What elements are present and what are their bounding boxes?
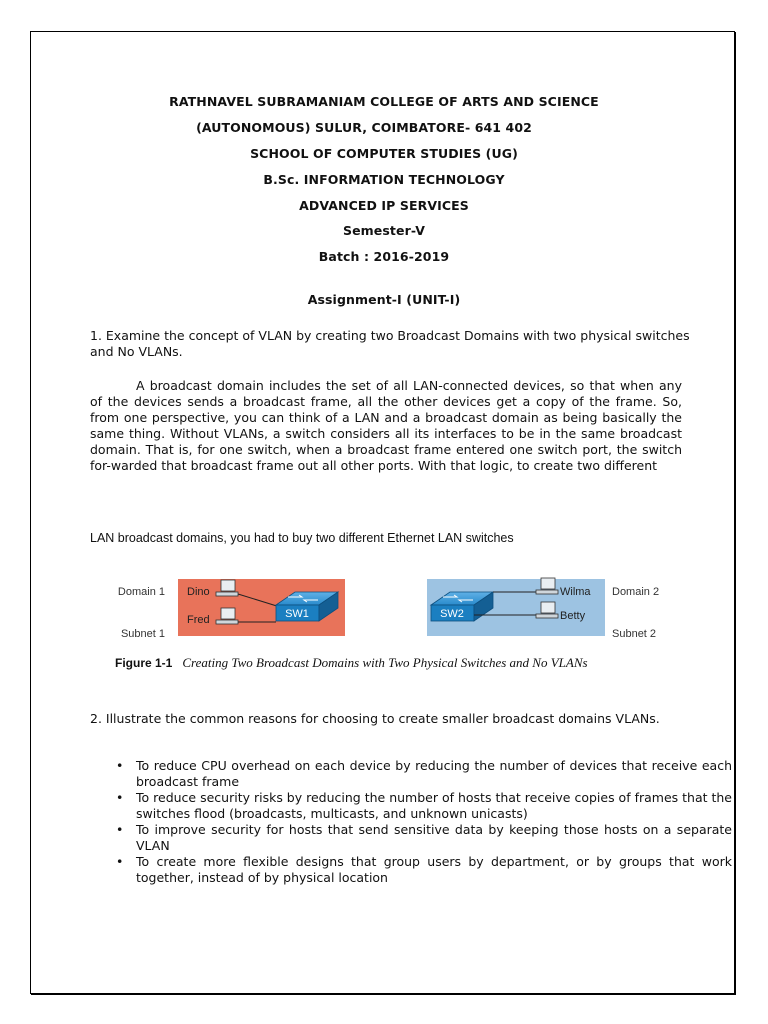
domain-1-label: Domain 1	[117, 586, 165, 598]
batch: Batch : 2016-2019	[318, 249, 450, 264]
degree-name: B.Sc. INFORMATION TECHNOLOGY	[263, 172, 505, 187]
school-name: SCHOOL OF COMPUTER STUDIES (UG)	[250, 146, 518, 161]
list-item: • To improve security for hosts that send sensitive data by keeping those hosts on a separate VLAN	[136, 822, 732, 854]
subnet-2-label: Subnet 2	[612, 628, 657, 640]
host-betty-label: Betty	[560, 610, 586, 622]
switch-sw1-label: SW1	[285, 608, 309, 620]
host-wilma-label: Wilma	[560, 586, 591, 598]
question-1: 1. Examine the concept of VLAN by creating two Broadcast Domains with two physical switches and No VLANs.	[90, 328, 690, 359]
college-location: (AUTONOMOUS) SULUR, COIMBATORE- 641 402	[196, 120, 532, 135]
figure-number: Figure 1-1	[115, 656, 173, 670]
course-name: ADVANCED IP SERVICES	[299, 198, 469, 213]
host-dino-label: Dino	[187, 586, 210, 598]
reasons-list	[90, 758, 732, 886]
list-item: • To reduce CPU overhead on each device by reducing the number of devices that receive each broadcast frame	[136, 758, 732, 790]
list-item: • To reduce security risks by reducing the number of hosts that receive copies of frames that the switches flood (broadcasts, multicasts, and unknown unicasts)	[136, 790, 732, 822]
subnet-1-label: Subnet 1	[120, 628, 165, 640]
semester: Semester-V	[343, 223, 425, 238]
question-2: 2. Illustrate the common reasons for choosing to create smaller broadcast domains VLANs.	[90, 711, 660, 726]
answer-1-paragraph: A broadcast domain includes the set of all LAN-connected devices, so that when any of the devices sends a broadcast frame, all the other devices get a copy of the frame. So, from one perspective, you can think of a LAN and a broadcast domain as being basically the same thing. Without VLANs, a switch considers all its interfaces to be in the same broadcast domain. That is, for one switch, when a broadcast frame entered one switch port, the switch for-warded that broadcast frame out all other ports. With that logic, to create two different	[90, 378, 682, 473]
figure-diagram	[90, 575, 690, 645]
assignment-title: Assignment-I (UNIT-I)	[307, 292, 461, 307]
switch-sw2-label: SW2	[440, 608, 464, 620]
domain-2-label: Domain 2	[612, 586, 660, 598]
list-item: • To create more flexible designs that group users by department, or by groups that work together, instead of by physical location	[136, 854, 732, 886]
host-fred-label: Fred	[187, 614, 210, 626]
answer-1-continuation: LAN broadcast domains, you had to buy two different Ethernet LAN switches	[90, 531, 514, 545]
figure-caption-text: Creating Two Broadcast Domains with Two Physical Switches and No VLANs	[182, 655, 588, 670]
college-name: RATHNAVEL SUBRAMANIAM COLLEGE OF ARTS AND SCIENCE	[169, 94, 599, 109]
figure-caption	[115, 655, 715, 671]
